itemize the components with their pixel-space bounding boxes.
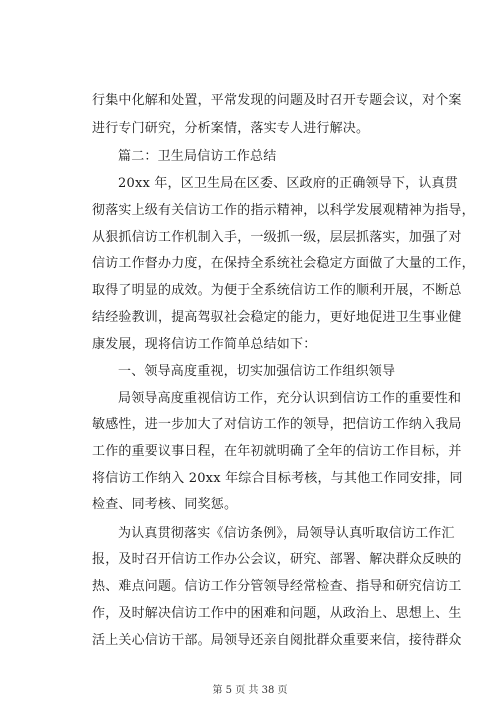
body-line: 行集中化解和处置，平常发现的问题及时召开专题会议，对个案 xyxy=(92,93,462,108)
body-line: 结经验教训，提高驾驭社会稳定的能力，更好地促进卫生事业健 xyxy=(92,310,462,325)
body-line: 局领导高度重视信访工作，充分认识到信访工作的重要性和 xyxy=(118,391,462,406)
body-line: 检查、同考核、同奖惩。 xyxy=(92,497,238,512)
body-line: 20xx 年，区卫生局在区委、区政府的正确领导下，认真贯 xyxy=(118,176,458,191)
body-line: 信访工作督办力度，在保持全系统社会稳定方面做了大量的工作， xyxy=(92,256,475,271)
body-line: 敏感性，进一步加大了对信访工作的领导，把信访工作纳入我局 xyxy=(92,417,462,432)
page-number-footer: 第 5 页 共 38 页 xyxy=(212,685,288,696)
body-line: 作，及时解决信访工作中的困难和问题，从政治上、思想上、生 xyxy=(92,606,462,621)
body-line: 报，及时召开信访工作办公会议，研究、部署、解决群众反映的 xyxy=(92,552,462,567)
body-line: 康发展，现将信访工作简单总结如下： xyxy=(92,337,317,352)
body-line: 取得了明显的成效。为便于全系统信访工作的顺利开展，不断总 xyxy=(92,283,462,298)
body-line: 将信访工作纳入 20xx 年综合目标考核，与其他工作同安排，同 xyxy=(92,471,463,486)
body-line: 热、难点问题。信访工作分管领导经常检查、指导和研究信访工 xyxy=(92,579,462,594)
body-line: 从狠抓信访工作机制入手，一级抓一级，层层抓落实，加强了对 xyxy=(92,230,462,245)
body-line: 进行专门研究，分析案情，落实专人进行解决。 xyxy=(92,121,370,136)
subsection-heading: 一、领导高度重视，切实加强信访工作组织领导 xyxy=(118,364,396,379)
section-heading: 篇二：卫生局信访工作总结 xyxy=(118,149,277,164)
body-line: 为认真贯彻落实《信访条例》，局领导认真听取信访工作汇 xyxy=(118,526,455,541)
body-line: 彻落实上级有关信访工作的指示精神，以科学发展观精神为指导， xyxy=(92,203,475,218)
body-line: 工作的重要议事日程，在年初就明确了全年的信访工作目标，并 xyxy=(92,444,462,459)
body-line: 活上关心信访干部。局领导还亲自阅批群众重要来信，接待群众 xyxy=(92,633,462,648)
